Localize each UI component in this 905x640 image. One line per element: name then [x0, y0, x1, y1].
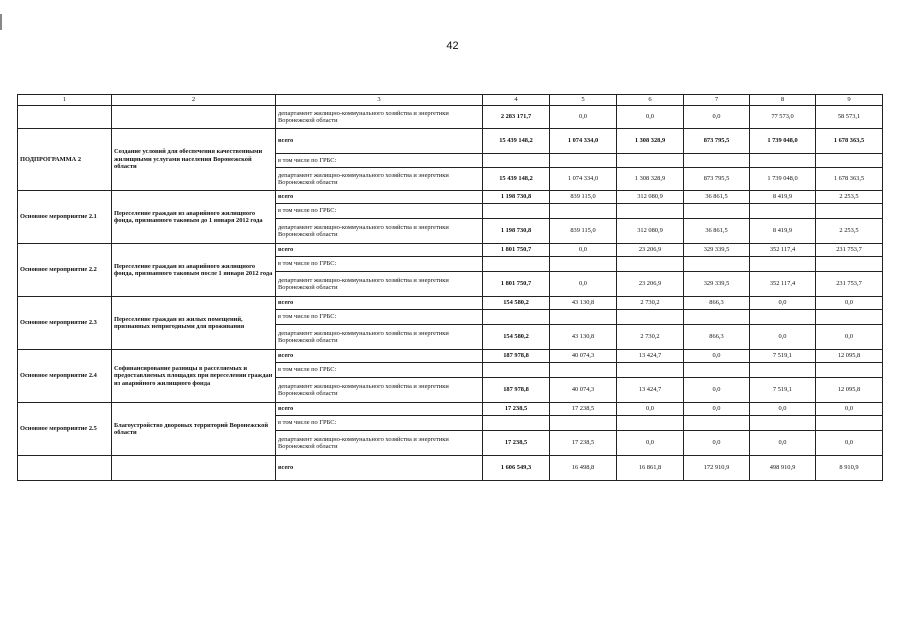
empty-cell: [18, 106, 112, 129]
dept-cell: департамент жилищно-коммунального хозяйства и энергетики Воронежской области: [276, 219, 483, 244]
value-cell: 154 580,2: [483, 297, 550, 310]
header-cell: 5: [550, 95, 617, 106]
value-cell: 1 801 750,7: [483, 272, 550, 297]
value-cell: 352 117,4: [750, 244, 816, 257]
empty-cell: [112, 106, 276, 129]
value-cell: 17 238,5: [483, 403, 550, 416]
empty-cell: [550, 363, 617, 378]
empty-cell: [617, 416, 684, 431]
value-cell: 1 308 328,9: [617, 129, 684, 154]
value-cell: 1 606 549,3: [483, 456, 550, 481]
total-label: всего: [276, 456, 483, 481]
empty-cell: [550, 154, 617, 168]
value-cell: 0,0: [684, 403, 750, 416]
empty-cell: [483, 363, 550, 378]
value-cell: 15 439 148,2: [483, 129, 550, 154]
measure-name: Переселение граждан из жилых помещений, признанных непригодными для проживания: [112, 297, 276, 350]
empty-cell: [750, 257, 816, 272]
value-cell: 1 198 730,8: [483, 219, 550, 244]
measure-label: Основное мероприятие 2.2: [18, 244, 112, 297]
empty-cell: [816, 257, 883, 272]
value-cell: 0,0: [617, 403, 684, 416]
measure-total-row: [18, 297, 883, 310]
empty-cell: [816, 154, 883, 168]
value-cell: 839 115,0: [550, 191, 617, 204]
value-cell: 13 424,7: [617, 350, 684, 363]
value-cell: 17 238,5: [550, 403, 617, 416]
value-cell: 1 739 048,0: [750, 129, 816, 154]
value-cell: 0,0: [550, 106, 617, 129]
empty-cell: [483, 204, 550, 219]
empty-cell: [617, 363, 684, 378]
value-cell: 16 498,8: [550, 456, 617, 481]
value-cell: 0,0: [750, 431, 816, 456]
empty-cell: [750, 204, 816, 219]
empty-cell: [550, 310, 617, 325]
value-cell: 329 339,5: [684, 244, 750, 257]
empty-cell: [112, 456, 276, 481]
empty-cell: [18, 456, 112, 481]
empty-cell: [617, 204, 684, 219]
header-cell: 6: [617, 95, 684, 106]
value-cell: 0,0: [684, 350, 750, 363]
page-number: 42: [446, 40, 459, 52]
value-cell: 866,3: [684, 297, 750, 310]
header-cell: 2: [112, 95, 276, 106]
value-cell: 1 678 363,5: [816, 129, 883, 154]
value-cell: 187 978,8: [483, 350, 550, 363]
empty-cell: [483, 310, 550, 325]
total-label: всего: [276, 350, 483, 363]
empty-cell: [617, 310, 684, 325]
empty-cell: [684, 416, 750, 431]
value-cell: 0,0: [617, 431, 684, 456]
empty-cell: [816, 416, 883, 431]
total-label: всего: [276, 191, 483, 204]
budget-table: [17, 94, 883, 481]
empty-cell: [684, 204, 750, 219]
total-label: всего: [276, 297, 483, 310]
measure-name: Переселение граждан из аварийного жилищного фонда, признанного таковым после 1 января 2012 года: [112, 244, 276, 297]
value-cell: 2 730,2: [617, 325, 684, 350]
empty-cell: [550, 257, 617, 272]
incl-label: в том числе по ГРБС:: [276, 257, 483, 272]
total-label: всего: [276, 129, 483, 154]
measure-total-row: [18, 191, 883, 204]
value-cell: 0,0: [750, 403, 816, 416]
measure-name: Благоустройство дворовых территорий Воронежской области: [112, 403, 276, 456]
empty-cell: [816, 310, 883, 325]
value-cell: 231 753,7: [816, 272, 883, 297]
value-cell: 36 861,5: [684, 191, 750, 204]
measure-total-row: [18, 403, 883, 416]
value-cell: 12 095,8: [816, 378, 883, 403]
value-cell: 8 419,9: [750, 191, 816, 204]
value-cell: 1 198 730,8: [483, 191, 550, 204]
value-cell: 0,0: [550, 244, 617, 257]
empty-cell: [617, 257, 684, 272]
value-cell: 0,0: [684, 431, 750, 456]
empty-cell: [483, 257, 550, 272]
dept-cell: департамент жилищно-коммунального хозяйства и энергетики Воронежской области: [276, 325, 483, 350]
total-label: всего: [276, 403, 483, 416]
value-cell: 17 238,5: [483, 431, 550, 456]
value-cell: 43 130,8: [550, 297, 617, 310]
continuation-row: [18, 106, 883, 129]
header-cell: 4: [483, 95, 550, 106]
value-cell: 8 910,9: [816, 456, 883, 481]
value-cell: 0,0: [816, 325, 883, 350]
measure-label: Основное мероприятие 2.5: [18, 403, 112, 456]
measure-label: Основное мероприятие 2.4: [18, 350, 112, 403]
empty-cell: [483, 154, 550, 168]
empty-cell: [750, 363, 816, 378]
total-label: всего: [276, 244, 483, 257]
value-cell: 329 339,5: [684, 272, 750, 297]
measure-total-row: [18, 244, 883, 257]
value-cell: 873 795,5: [684, 129, 750, 154]
value-cell: 58 573,1: [816, 106, 883, 129]
value-cell: 40 074,3: [550, 350, 617, 363]
incl-label: в том числе по ГРБС:: [276, 204, 483, 219]
incl-label: в том числе по ГРБС:: [276, 363, 483, 378]
value-cell: 77 573,0: [750, 106, 816, 129]
value-cell: 154 580,2: [483, 325, 550, 350]
value-cell: 2 730,2: [617, 297, 684, 310]
value-cell: 36 861,5: [684, 219, 750, 244]
value-cell: 1 074 334,0: [550, 168, 617, 191]
header-cell: 7: [684, 95, 750, 106]
subprogram-name: Создание условий для обеспечения качественными жилищными услугами населения Воронежской области: [112, 129, 276, 191]
value-cell: 0,0: [750, 297, 816, 310]
value-cell: 0,0: [684, 378, 750, 403]
header-cell: 9: [816, 95, 883, 106]
value-cell: 15 439 148,2: [483, 168, 550, 191]
value-cell: 172 910,9: [684, 456, 750, 481]
value-cell: 43 130,8: [550, 325, 617, 350]
measure-label: Основное мероприятие 2.1: [18, 191, 112, 244]
value-cell: 866,3: [684, 325, 750, 350]
value-cell: 40 074,3: [550, 378, 617, 403]
empty-cell: [617, 154, 684, 168]
dept-cell: департамент жилищно-коммунального хозяйства и энергетики Воронежской области: [276, 106, 483, 129]
value-cell: 0,0: [750, 325, 816, 350]
empty-cell: [816, 363, 883, 378]
value-cell: 0,0: [816, 297, 883, 310]
value-cell: 1 308 328,9: [617, 168, 684, 191]
empty-cell: [550, 204, 617, 219]
dept-cell: департамент жилищно-коммунального хозяйства и энергетики Воронежской области: [276, 272, 483, 297]
value-cell: 12 095,8: [816, 350, 883, 363]
header-cell: 3: [276, 95, 483, 106]
value-cell: 0,0: [684, 106, 750, 129]
empty-cell: [684, 257, 750, 272]
empty-cell: [750, 416, 816, 431]
empty-cell: [684, 363, 750, 378]
value-cell: 7 519,1: [750, 350, 816, 363]
value-cell: 2 253,5: [816, 191, 883, 204]
measure-label: Основное мероприятие 2.3: [18, 297, 112, 350]
value-cell: 1 678 363,5: [816, 168, 883, 191]
empty-cell: [750, 310, 816, 325]
incl-label: в том числе по ГРБС:: [276, 154, 483, 168]
last-total-row: [18, 456, 883, 481]
value-cell: 0,0: [816, 431, 883, 456]
value-cell: 23 206,9: [617, 272, 684, 297]
value-cell: 1 074 334,0: [550, 129, 617, 154]
empty-cell: [816, 204, 883, 219]
value-cell: 0,0: [816, 403, 883, 416]
subprogram-label: ПОДПРОГРАММА 2: [18, 129, 112, 191]
measure-name: Переселение граждан из аварийного жилищного фонда, признанного таковым до 1 января 2012 года: [112, 191, 276, 244]
value-cell: 23 206,9: [617, 244, 684, 257]
value-cell: 16 861,8: [617, 456, 684, 481]
incl-label: в том числе по ГРБС:: [276, 310, 483, 325]
empty-cell: [550, 416, 617, 431]
value-cell: 2 283 171,7: [483, 106, 550, 129]
header-cell: 1: [18, 95, 112, 106]
measure-total-row: [18, 350, 883, 363]
scan-edge-mark: [0, 14, 2, 30]
empty-cell: [483, 416, 550, 431]
value-cell: 187 978,8: [483, 378, 550, 403]
value-cell: 1 739 048,0: [750, 168, 816, 191]
incl-label: в том числе по ГРБС:: [276, 416, 483, 431]
empty-cell: [684, 154, 750, 168]
value-cell: 2 253,5: [816, 219, 883, 244]
value-cell: 498 910,9: [750, 456, 816, 481]
value-cell: 17 238,5: [550, 431, 617, 456]
value-cell: 8 419,9: [750, 219, 816, 244]
value-cell: 312 080,9: [617, 219, 684, 244]
empty-cell: [684, 310, 750, 325]
value-cell: 7 519,1: [750, 378, 816, 403]
header-cell: 8: [750, 95, 816, 106]
value-cell: 312 080,9: [617, 191, 684, 204]
empty-cell: [750, 154, 816, 168]
header-row: [18, 95, 883, 106]
dept-cell: департамент жилищно-коммунального хозяйства и энергетики Воронежской области: [276, 168, 483, 191]
value-cell: 0,0: [550, 272, 617, 297]
subprogram-total-row: [18, 129, 883, 154]
value-cell: 13 424,7: [617, 378, 684, 403]
value-cell: 1 801 750,7: [483, 244, 550, 257]
value-cell: 839 115,0: [550, 219, 617, 244]
measure-name: Софинансирование разницы в расселяемых и предоставляемых площадях при переселении граждан из аварийного жилищного фонда: [112, 350, 276, 403]
value-cell: 873 795,5: [684, 168, 750, 191]
value-cell: 231 753,7: [816, 244, 883, 257]
dept-cell: департамент жилищно-коммунального хозяйства и энергетики Воронежской области: [276, 378, 483, 403]
dept-cell: департамент жилищно-коммунального хозяйства и энергетики Воронежской области: [276, 431, 483, 456]
value-cell: 0,0: [617, 106, 684, 129]
value-cell: 352 117,4: [750, 272, 816, 297]
